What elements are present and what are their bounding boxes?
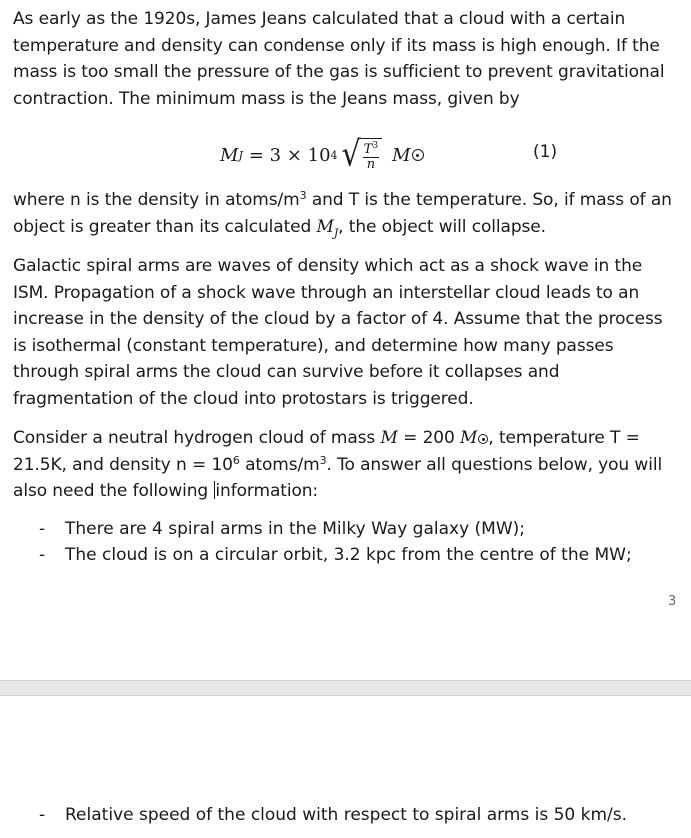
spiral-arms-paragraph: Galactic spiral arms are waves of density which act as a shock wave in the ISM. Propagation of a shock wave through an interstellar cloud leads to an increase in the density of the cloud by a factor of 4. Assume that the process is isothermal (constant temperature), and determine how many passes through spiral arms the cloud can survive before it collapses and fragmentation of the cloud into protostars is triggered.	[13, 256, 663, 409]
eq-coeff: = 3 × 10	[248, 144, 331, 166]
after-equation-paragraph: where n is the density in atoms/$m^3$ and T is the temperature. So, if mass of an object is greater than its calculated $M_J$, the object will collapse.	[13, 189, 672, 239]
intro-paragraph: As early as the 1920s, James Jeans calculated that a cloud with a certain temperature and density can condense only if its mass is high enough. If the mass is too small the pressure of the gas is sufficient to prevent gravitational contraction. The minimum mass is the Jeans mass, given by	[13, 9, 665, 109]
eq-frac-den: n	[366, 157, 376, 172]
eq-radical	[341, 134, 383, 175]
jeans-mass-equation	[0, 130, 691, 178]
page-break	[0, 680, 691, 696]
sun-symbol-icon	[412, 149, 424, 161]
eq-mass-unit: M	[392, 144, 411, 166]
eq-lhs-sub: J	[238, 148, 243, 162]
page-1: As early as the 1920s, James Jeans calculated that a cloud with a certain temperature and density can condense only if its mass is high enough. If the mass is too small the pressure of the gas is sufficient to prevent gravitational contraction. The minimum mass is the Jeans mass, given by M J = 3 × 10 4 √ $\frac{T^3}{n}$ M (1) where n is the density in atoms/$m^3$ and T is the temperature. So, if mass of an object is greater than its calculated $M_J$, the object will collapse. Galactic spiral arms are waves of density which act as a shock wave in the ISM. Propagation of a shock wave through an interstellar cloud leads to an increase in the density of the cloud by a factor of 4. Assume that the process is isothermal (constant temperature), and determine how many passes through spiral arms the cloud can survive before it collapses and fragmentation of the cloud into protostars is triggered. Consider a neutral hydrogen cloud of mass M = 200 M , temperature T = 21.5K, and density $n = 10^6$ atoms/$m^3$. To answer all questions below, you will also need the following information: - There are 4 spiral arms in the Milky Way galaxy (MW); - The cloud is on a circular orbit, 3.2 kpc from the centre of the MW; 3	[0, 0, 691, 680]
sqrt-icon: √	[341, 134, 361, 175]
equation-number: (1)	[533, 142, 558, 162]
eq-frac-num: $T^3$	[363, 141, 379, 157]
consider-paragraph: Consider a neutral hydrogen cloud of mass M = 200 M , temperature T = 21.5K, and density $n = 10^6$ atoms/$m^3$. To answer all questions below, you will also need the following information:	[13, 428, 663, 501]
equation-body	[220, 134, 424, 175]
page-number: 3	[668, 594, 677, 609]
eq-exp: 4	[330, 148, 338, 162]
sun-symbol-icon	[478, 434, 488, 444]
eq-fraction	[360, 138, 382, 172]
page-2: - Relative speed of the cloud with respect to spiral arms is 50 km/s.	[0, 696, 691, 838]
eq-lhs: M	[220, 144, 239, 166]
